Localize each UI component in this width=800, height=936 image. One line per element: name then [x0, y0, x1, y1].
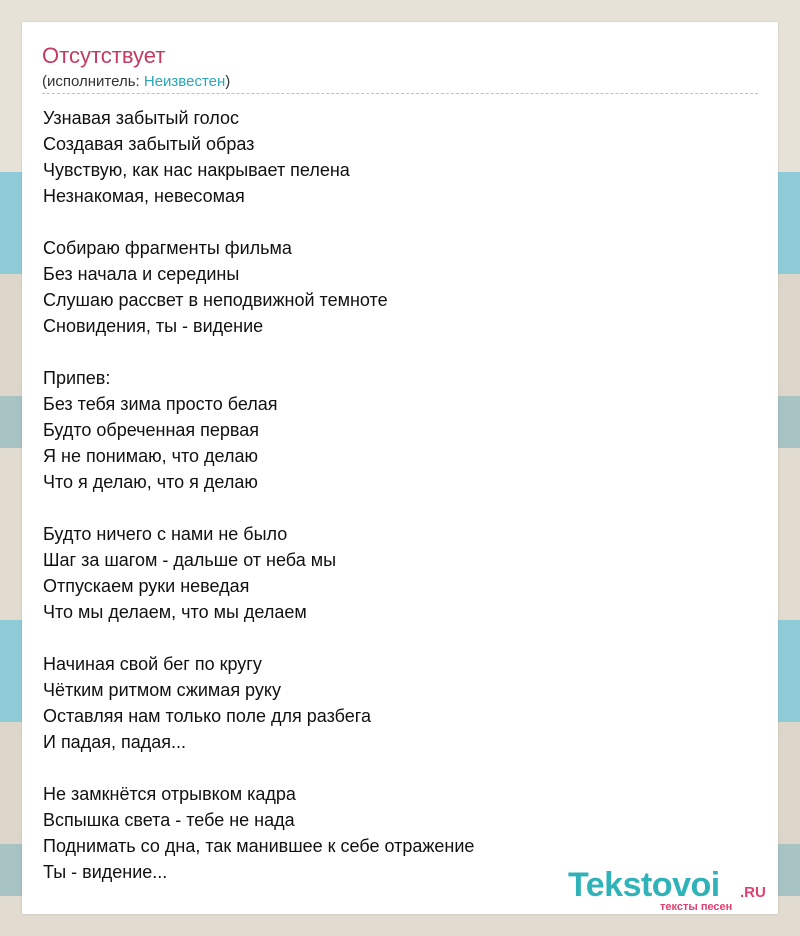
stanza-chorus	[43, 365, 743, 495]
lyric-line: Отпускаем руки неведая	[43, 576, 250, 596]
lyric-line: Незнакомая, невесомая	[43, 186, 245, 206]
song-title: Отсутствует	[42, 43, 166, 68]
lyric-line: Поднимать со дна, так манившее к себе отражение	[43, 836, 475, 856]
lyric-line: Собираю фрагменты фильма	[43, 238, 292, 258]
lyric-line: Ты - видение...	[43, 862, 168, 882]
lyric-line: Узнавая забытый голос	[43, 108, 239, 128]
lyric-line: Шаг за шагом - дальше от неба мы	[43, 550, 337, 570]
lyrics-body	[43, 105, 743, 911]
stanza-1	[43, 105, 743, 209]
lyric-line: Вспышка света - тебе не нада	[43, 810, 295, 830]
lyric-line: Начиная свой бег по кругу	[43, 654, 262, 674]
logo-domain: .RU	[740, 884, 766, 901]
lyric-line: Что я делаю, что я делаю	[43, 472, 258, 492]
stanza-4	[43, 521, 743, 625]
title-divider	[42, 93, 758, 94]
artist-suffix: )	[225, 73, 231, 90]
lyric-line: Без тебя зима просто белая	[43, 394, 278, 414]
lyric-line: Я не понимаю, что делаю	[43, 446, 258, 466]
artist-link[interactable]: Неизвестен	[143, 73, 226, 90]
lyric-line: Без начала и середины	[43, 264, 240, 284]
stanza-5	[43, 651, 743, 755]
logo-wordmark: Tekstovoi	[568, 866, 720, 904]
lyric-line: Будто ничего с нами не было	[43, 524, 288, 544]
stanza-2	[43, 235, 743, 339]
lyric-line: Чётким ритмом сжимая руку	[43, 680, 281, 700]
logo-tagline: тексты песен	[660, 901, 733, 913]
lyric-line: Будто обреченная первая	[43, 420, 260, 440]
lyric-line: Оставляя нам только поле для разбега	[43, 706, 371, 726]
chorus-label: Припев:	[43, 368, 111, 388]
lyric-line: Чувствую, как нас накрывает пелена	[43, 160, 350, 180]
tekstovoi-logo[interactable]	[568, 866, 778, 914]
artist-prefix: (исполнитель:	[42, 73, 144, 90]
lyric-line: Создавая забытый образ	[43, 134, 255, 154]
lyrics-card	[22, 22, 778, 914]
artist-line	[42, 72, 230, 92]
lyric-line: Что мы делаем, что мы делаем	[43, 602, 307, 622]
lyric-line: И падая, падая...	[43, 732, 186, 752]
lyric-line: Не замкнётся отрывком кадра	[43, 784, 296, 804]
lyric-line: Слушаю рассвет в неподвижной темноте	[43, 290, 388, 310]
lyric-line: Сновидения, ты - видение	[43, 316, 264, 336]
